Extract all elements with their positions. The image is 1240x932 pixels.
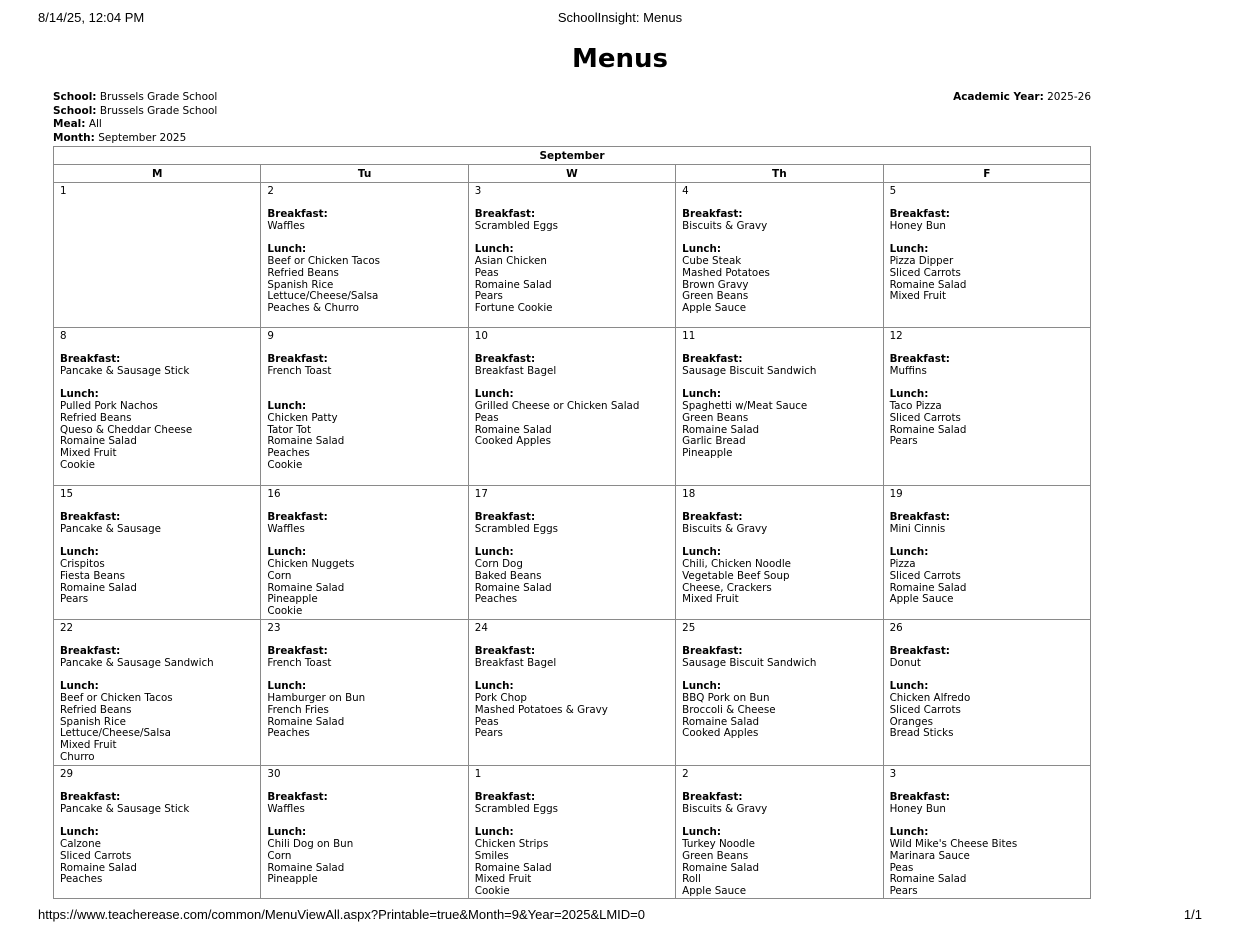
print-page-title: SchoolInsight: Menus bbox=[557, 10, 683, 25]
lunch-item: Peaches & Churro bbox=[267, 301, 359, 314]
lunch-item: Refried Beans bbox=[60, 411, 132, 424]
lunch-label: Lunch: bbox=[267, 243, 307, 256]
breakfast-label: Breakfast: bbox=[682, 791, 743, 804]
lunch-item: French Fries bbox=[267, 703, 329, 716]
day-number: 15 bbox=[60, 488, 74, 500]
lunch-item: Peaches bbox=[60, 873, 103, 886]
lunch-item: Romaine Salad bbox=[474, 861, 552, 874]
lunch-label: Lunch: bbox=[889, 826, 929, 839]
lunch-item: Lettuce/Cheese/Salsa bbox=[267, 290, 379, 303]
breakfast-label: Breakfast: bbox=[682, 353, 743, 366]
day-number: 12 bbox=[889, 330, 903, 342]
day-cell bbox=[54, 620, 261, 766]
breakfast-item: French Toast bbox=[267, 365, 332, 378]
weekday-header: M bbox=[54, 165, 261, 183]
breakfast-item: Sausage Biscuit Sandwich bbox=[682, 365, 817, 378]
menu-calendar bbox=[53, 146, 1091, 899]
breakfast-label: Breakfast: bbox=[474, 511, 536, 524]
day-cell bbox=[261, 183, 468, 328]
breakfast-label: Breakfast: bbox=[889, 791, 950, 804]
lunch-item: Romaine Salad bbox=[267, 435, 345, 448]
print-url: https://www.teacherease.com/common/MenuViewAll.aspx?Printable=true&Month=9&Year=2025&LMID=0 bbox=[38, 907, 646, 922]
day-cell bbox=[468, 766, 675, 899]
breakfast-label: Breakfast: bbox=[474, 791, 536, 804]
breakfast-item: Donut bbox=[889, 657, 921, 670]
lunch-item: Oranges bbox=[889, 715, 933, 728]
lunch-label: Lunch: bbox=[682, 243, 721, 256]
lunch-item: Pizza Dipper bbox=[889, 255, 954, 268]
breakfast-item: Scrambled Eggs bbox=[474, 523, 559, 536]
lunch-label: Lunch: bbox=[267, 546, 307, 559]
breakfast-item: French Toast bbox=[267, 657, 332, 670]
lunch-item: Pork Chop bbox=[474, 692, 527, 705]
lunch-item: Chicken Patty bbox=[267, 411, 338, 424]
day-cell bbox=[883, 486, 1090, 620]
day-number: 22 bbox=[60, 622, 74, 634]
breakfast-item: Waffles bbox=[267, 220, 305, 233]
lunch-item: Bread Sticks bbox=[889, 727, 954, 740]
day-number: 23 bbox=[267, 622, 281, 634]
lunch-label: Lunch: bbox=[474, 680, 514, 693]
breakfast-label: Breakfast: bbox=[267, 208, 328, 221]
lunch-item: Cookie bbox=[267, 604, 303, 617]
lunch-item: BBQ Pork on Bun bbox=[682, 692, 770, 705]
calendar-week-row bbox=[54, 183, 1091, 328]
day-cell bbox=[54, 486, 261, 620]
day-number: 16 bbox=[267, 488, 281, 500]
school-line-2 bbox=[53, 105, 217, 119]
day-cell bbox=[468, 620, 675, 766]
day-cell bbox=[883, 766, 1090, 899]
breakfast-item: Waffles bbox=[267, 523, 305, 536]
day-cell bbox=[883, 620, 1090, 766]
breakfast-label: Breakfast: bbox=[267, 645, 328, 658]
lunch-label: Lunch: bbox=[267, 400, 307, 413]
breakfast-label: Breakfast: bbox=[682, 511, 743, 524]
lunch-item: Spanish Rice bbox=[60, 715, 126, 728]
lunch-item: Hamburger on Bun bbox=[267, 692, 366, 705]
breakfast-item: Biscuits & Gravy bbox=[682, 220, 768, 233]
lunch-item: Romaine Salad bbox=[682, 715, 760, 728]
day-number: 18 bbox=[682, 488, 696, 500]
lunch-item: Mashed Potatoes bbox=[682, 266, 770, 279]
lunch-item: Pizza bbox=[889, 558, 916, 571]
academic-year-label: Academic Year: bbox=[953, 91, 1044, 103]
lunch-item: Cooked Apples bbox=[474, 435, 551, 448]
lunch-label: Lunch: bbox=[682, 826, 721, 839]
day-cell bbox=[468, 486, 675, 620]
lunch-item: Pears bbox=[889, 884, 918, 897]
day-cell bbox=[676, 766, 883, 899]
lunch-item: Taco Pizza bbox=[889, 400, 942, 413]
day-cell bbox=[468, 183, 675, 328]
lunch-item: Pears bbox=[60, 593, 89, 606]
lunch-item: Cheese, Crackers bbox=[682, 581, 772, 594]
month-line bbox=[53, 132, 217, 146]
lunch-item: Peas bbox=[474, 266, 499, 279]
academic-year bbox=[953, 91, 1091, 105]
day-cell bbox=[468, 328, 675, 486]
breakfast-label: Breakfast: bbox=[682, 208, 743, 221]
day-number: 2 bbox=[682, 768, 689, 780]
lunch-item: Spaghetti w/Meat Sauce bbox=[682, 400, 808, 413]
lunch-label: Lunch: bbox=[474, 243, 514, 256]
breakfast-item: Pancake & Sausage Stick bbox=[60, 803, 190, 816]
school-value-2: Brussels Grade School bbox=[99, 104, 218, 117]
lunch-item: Apple Sauce bbox=[682, 884, 747, 897]
lunch-item: Marinara Sauce bbox=[889, 849, 970, 862]
lunch-label: Lunch: bbox=[682, 546, 721, 559]
lunch-label: Lunch: bbox=[889, 388, 929, 401]
breakfast-label: Breakfast: bbox=[60, 791, 121, 804]
day-number: 3 bbox=[474, 185, 482, 197]
breakfast-label: Breakfast: bbox=[682, 645, 743, 658]
lunch-item: Sliced Carrots bbox=[889, 703, 961, 716]
lunch-item: Turkey Noodle bbox=[682, 838, 755, 851]
meal-label: Meal: bbox=[53, 118, 86, 130]
lunch-item: Chili, Chicken Noodle bbox=[682, 558, 792, 571]
breakfast-label: Breakfast: bbox=[60, 353, 121, 366]
day-number: 26 bbox=[889, 622, 903, 634]
lunch-item: Queso & Cheddar Cheese bbox=[60, 423, 193, 436]
lunch-item: Pineapple bbox=[267, 593, 318, 606]
breakfast-label: Breakfast: bbox=[889, 353, 950, 366]
breakfast-label: Breakfast: bbox=[267, 511, 328, 524]
calendar-week-row bbox=[54, 486, 1091, 620]
breakfast-item: Waffles bbox=[267, 803, 305, 816]
breakfast-item: Muffins bbox=[889, 365, 927, 378]
lunch-item: Pears bbox=[474, 727, 503, 740]
lunch-item: Fiesta Beans bbox=[60, 569, 125, 582]
lunch-item: Wild Mike's Cheese Bites bbox=[889, 838, 1018, 851]
lunch-label: Lunch: bbox=[889, 546, 929, 559]
calendar-month-header: September bbox=[54, 147, 1091, 165]
day-cell bbox=[883, 183, 1090, 328]
lunch-item: Fortune Cookie bbox=[474, 301, 553, 314]
day-cell bbox=[54, 328, 261, 486]
lunch-item: Mixed Fruit bbox=[682, 593, 739, 606]
lunch-item: Green Beans bbox=[682, 411, 749, 424]
breakfast-item: Honey Bun bbox=[889, 803, 946, 816]
month-label: Month: bbox=[53, 131, 95, 144]
lunch-item: Cooked Apples bbox=[682, 727, 759, 740]
lunch-item: Pineapple bbox=[682, 446, 733, 459]
day-cell bbox=[676, 328, 883, 486]
menu-info bbox=[53, 91, 217, 145]
lunch-item: Sliced Carrots bbox=[60, 849, 132, 862]
lunch-item: Spanish Rice bbox=[267, 278, 334, 291]
day-cell bbox=[676, 486, 883, 620]
lunch-label: Lunch: bbox=[60, 546, 99, 559]
lunch-item: Romaine Salad bbox=[682, 861, 760, 874]
lunch-item: Romaine Salad bbox=[60, 435, 137, 448]
day-number: 19 bbox=[889, 488, 903, 500]
weekday-header: F bbox=[883, 165, 1090, 183]
breakfast-item: Pancake & Sausage Sandwich bbox=[60, 657, 214, 670]
breakfast-item: Scrambled Eggs bbox=[474, 220, 559, 233]
lunch-item: Brown Gravy bbox=[682, 278, 749, 291]
lunch-item: Peas bbox=[474, 715, 499, 728]
meal-value: All bbox=[88, 118, 102, 130]
lunch-item: Refried Beans bbox=[267, 266, 339, 279]
lunch-item: Mixed Fruit bbox=[889, 290, 947, 303]
lunch-item: Tator Tot bbox=[267, 423, 312, 436]
lunch-item: Beef or Chicken Tacos bbox=[267, 255, 381, 268]
lunch-label: Lunch: bbox=[889, 680, 929, 693]
lunch-item: Romaine Salad bbox=[474, 581, 552, 594]
lunch-item: Sliced Carrots bbox=[889, 266, 961, 279]
print-footer bbox=[0, 907, 1240, 925]
lunch-item: Cookie bbox=[474, 884, 510, 897]
weekday-header-row bbox=[54, 165, 1091, 183]
lunch-item: Smiles bbox=[474, 849, 509, 862]
lunch-item: Romaine Salad bbox=[267, 715, 345, 728]
breakfast-item: Biscuits & Gravy bbox=[682, 803, 768, 816]
day-number: 30 bbox=[267, 768, 281, 780]
lunch-item: Romaine Salad bbox=[60, 861, 137, 874]
lunch-item: Cube Steak bbox=[682, 255, 742, 268]
page-title: Menus bbox=[571, 44, 668, 74]
day-number: 5 bbox=[889, 185, 897, 197]
school-label-2: School: bbox=[53, 104, 97, 117]
lunch-item: Peaches bbox=[267, 446, 310, 459]
lunch-item: Peaches bbox=[267, 727, 310, 740]
day-number: 25 bbox=[682, 622, 696, 634]
lunch-item: Broccoli & Cheese bbox=[682, 703, 776, 716]
print-header bbox=[0, 10, 1240, 28]
day-cell bbox=[883, 328, 1090, 486]
breakfast-item: Breakfast Bagel bbox=[474, 365, 557, 378]
day-number: 8 bbox=[60, 330, 67, 342]
breakfast-item: Sausage Biscuit Sandwich bbox=[682, 657, 817, 670]
lunch-label: Lunch: bbox=[60, 388, 99, 401]
lunch-label: Lunch: bbox=[60, 680, 99, 693]
lunch-label: Lunch: bbox=[682, 388, 721, 401]
lunch-item: Baked Beans bbox=[474, 569, 542, 582]
lunch-label: Lunch: bbox=[474, 826, 514, 839]
meal-line bbox=[53, 118, 217, 132]
breakfast-item: Mini Cinnis bbox=[889, 523, 946, 536]
lunch-item: Romaine Salad bbox=[474, 423, 552, 436]
lunch-item: Mixed Fruit bbox=[60, 446, 117, 459]
breakfast-item: Honey Bun bbox=[889, 220, 946, 233]
breakfast-label: Breakfast: bbox=[60, 511, 121, 524]
print-page-number: 1/1 bbox=[1183, 907, 1202, 922]
school-label: School: bbox=[53, 91, 97, 103]
day-number: 11 bbox=[682, 330, 696, 342]
day-cell bbox=[676, 620, 883, 766]
weekday-header: Tu bbox=[261, 165, 468, 183]
lunch-item: Romaine Salad bbox=[889, 423, 967, 436]
lunch-label: Lunch: bbox=[474, 546, 514, 559]
breakfast-item: Scrambled Eggs bbox=[474, 803, 559, 816]
lunch-label: Lunch: bbox=[682, 680, 721, 693]
lunch-item: Romaine Salad bbox=[267, 861, 345, 874]
day-cell bbox=[261, 486, 468, 620]
lunch-item: Romaine Salad bbox=[889, 278, 967, 291]
day-number: 17 bbox=[474, 488, 488, 500]
lunch-label: Lunch: bbox=[474, 388, 514, 401]
calendar-body bbox=[54, 183, 1091, 899]
lunch-label: Lunch: bbox=[267, 826, 307, 839]
lunch-item: Apple Sauce bbox=[889, 593, 954, 606]
breakfast-label: Breakfast: bbox=[267, 791, 328, 804]
breakfast-label: Breakfast: bbox=[267, 353, 328, 366]
lunch-label: Lunch: bbox=[267, 680, 307, 693]
day-number: 1 bbox=[474, 768, 482, 780]
breakfast-label: Breakfast: bbox=[474, 645, 536, 658]
lunch-item: Pulled Pork Nachos bbox=[60, 400, 158, 413]
calendar-week-row bbox=[54, 328, 1091, 486]
lunch-label: Lunch: bbox=[60, 826, 99, 839]
day-number: 1 bbox=[60, 185, 67, 197]
lunch-item: Cookie bbox=[267, 458, 303, 471]
lunch-item: Peaches bbox=[474, 593, 518, 606]
lunch-item: Lettuce/Cheese/Salsa bbox=[60, 727, 171, 740]
spacer bbox=[267, 378, 461, 390]
day-number: 24 bbox=[474, 622, 488, 634]
day-number: 10 bbox=[474, 330, 488, 342]
lunch-item: Romaine Salad bbox=[889, 581, 967, 594]
lunch-item: Refried Beans bbox=[60, 703, 132, 716]
academic-year-value: 2025-26 bbox=[1047, 91, 1091, 103]
lunch-item: Chicken Alfredo bbox=[889, 692, 971, 705]
lunch-item: Romaine Salad bbox=[267, 581, 345, 594]
lunch-item: Green Beans bbox=[682, 290, 749, 303]
breakfast-label: Breakfast: bbox=[474, 353, 536, 366]
lunch-item: Green Beans bbox=[682, 849, 749, 862]
lunch-item: Pineapple bbox=[267, 873, 318, 886]
breakfast-item: Breakfast Bagel bbox=[474, 657, 557, 670]
breakfast-label: Breakfast: bbox=[60, 645, 121, 658]
lunch-item: Romaine Salad bbox=[682, 423, 760, 436]
lunch-item: Apple Sauce bbox=[682, 301, 747, 314]
calendar-week-row bbox=[54, 620, 1091, 766]
school-value: Brussels Grade School bbox=[99, 91, 218, 103]
lunch-item: Corn bbox=[267, 569, 292, 582]
lunch-item: Grilled Cheese or Chicken Salad bbox=[474, 400, 640, 413]
day-cell bbox=[261, 766, 468, 899]
lunch-item: Chicken Strips bbox=[474, 838, 549, 851]
lunch-item: Romaine Salad bbox=[60, 581, 137, 594]
breakfast-item: Pancake & Sausage bbox=[60, 523, 161, 536]
breakfast-label: Breakfast: bbox=[889, 208, 950, 221]
lunch-item: Corn bbox=[267, 849, 292, 862]
lunch-item: Pears bbox=[474, 290, 503, 303]
weekday-header: W bbox=[468, 165, 675, 183]
day-cell bbox=[261, 328, 468, 486]
lunch-item: Crispitos bbox=[60, 558, 105, 571]
breakfast-label: Breakfast: bbox=[474, 208, 536, 221]
day-cell bbox=[54, 183, 261, 328]
lunch-item: Cookie bbox=[60, 458, 95, 471]
day-number: 9 bbox=[267, 330, 274, 342]
lunch-item: Peas bbox=[474, 411, 499, 424]
print-datetime: 8/14/25, 12:04 PM bbox=[38, 10, 145, 25]
lunch-item: Mixed Fruit bbox=[60, 738, 117, 751]
school-line bbox=[53, 91, 217, 105]
breakfast-item: Pancake & Sausage Stick bbox=[60, 365, 190, 378]
month-value: September 2025 bbox=[98, 131, 187, 144]
lunch-item: Roll bbox=[682, 873, 701, 886]
breakfast-label: Breakfast: bbox=[889, 645, 950, 658]
day-number: 29 bbox=[60, 768, 74, 780]
lunch-item: Beef or Chicken Tacos bbox=[60, 692, 173, 705]
lunch-item: Peas bbox=[889, 861, 914, 874]
lunch-item: Pears bbox=[889, 435, 918, 448]
day-cell bbox=[261, 620, 468, 766]
lunch-item: Sliced Carrots bbox=[889, 411, 961, 424]
day-cell bbox=[54, 766, 261, 899]
day-number: 2 bbox=[267, 185, 274, 197]
lunch-item: Mixed Fruit bbox=[474, 873, 532, 886]
lunch-item: Garlic Bread bbox=[682, 435, 746, 448]
day-number: 4 bbox=[682, 185, 689, 197]
weekday-header: Th bbox=[676, 165, 883, 183]
breakfast-item: Biscuits & Gravy bbox=[682, 523, 768, 536]
breakfast-label: Breakfast: bbox=[889, 511, 950, 524]
lunch-item: Sliced Carrots bbox=[889, 569, 961, 582]
lunch-item: Asian Chicken bbox=[474, 255, 547, 268]
lunch-label: Lunch: bbox=[889, 243, 929, 256]
lunch-item: Chili Dog on Bun bbox=[267, 838, 354, 851]
lunch-item: Vegetable Beef Soup bbox=[682, 569, 790, 582]
lunch-item: Corn Dog bbox=[474, 558, 523, 571]
lunch-item: Chicken Nuggets bbox=[267, 558, 355, 571]
lunch-item: Mashed Potatoes & Gravy bbox=[474, 703, 608, 716]
lunch-item: Romaine Salad bbox=[474, 278, 552, 291]
lunch-item: Calzone bbox=[60, 838, 101, 851]
calendar-week-row bbox=[54, 766, 1091, 899]
lunch-item: Churro bbox=[60, 750, 95, 763]
day-number: 3 bbox=[889, 768, 897, 780]
lunch-item: Romaine Salad bbox=[889, 873, 967, 886]
day-cell bbox=[676, 183, 883, 328]
